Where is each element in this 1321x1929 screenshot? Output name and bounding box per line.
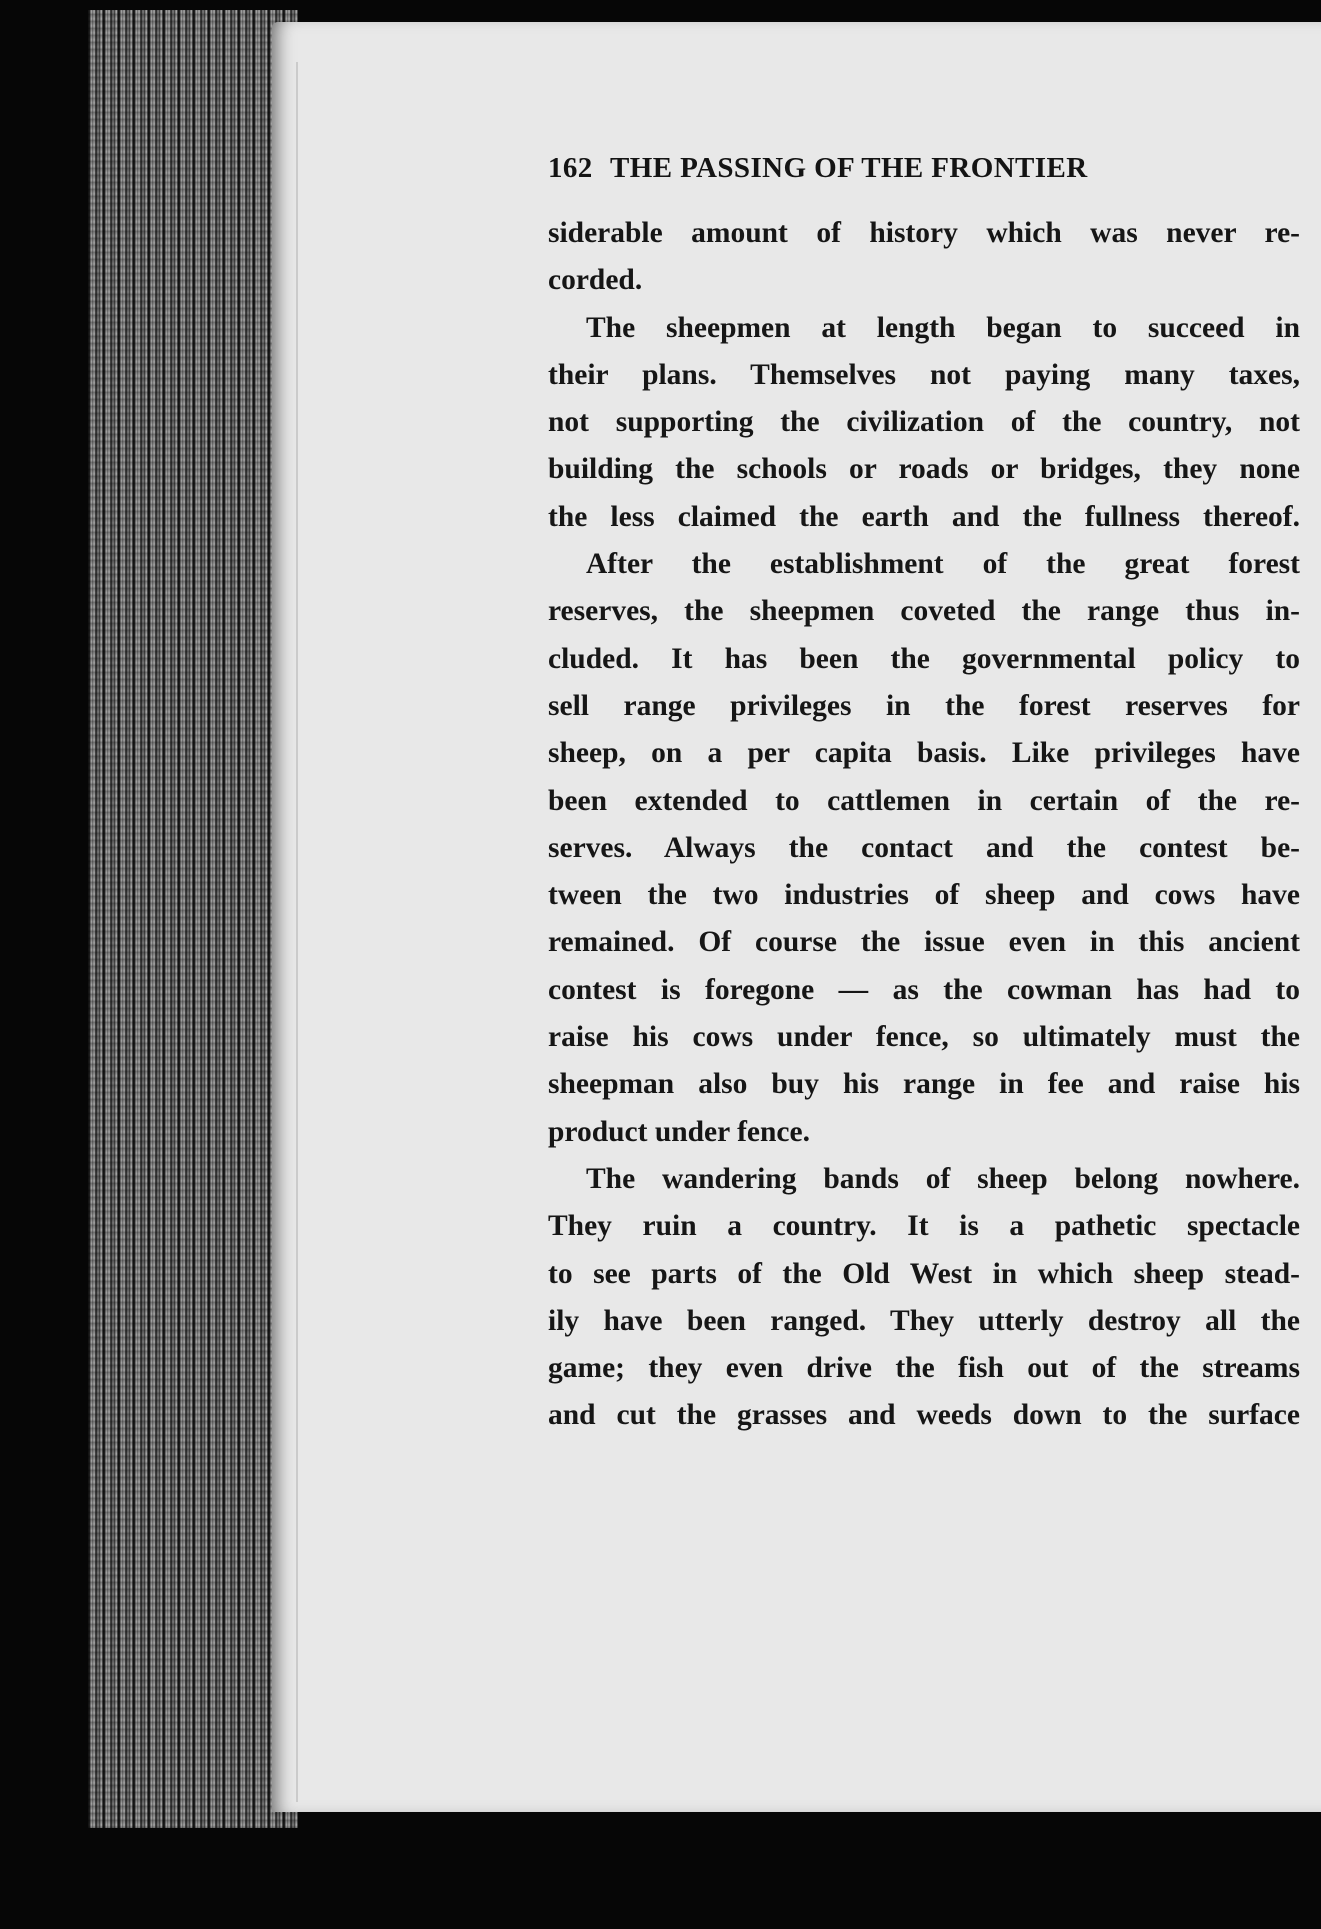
text-line: tween the two industries of sheep and cows have xyxy=(548,879,1300,912)
text-line: ily have been ranged. They utterly destroy all the xyxy=(548,1304,1300,1337)
text-line: The wandering bands of sheep belong nowhere. xyxy=(586,1162,1300,1195)
text-line: sell range privileges in the forest reserves for xyxy=(548,689,1300,722)
running-head xyxy=(548,152,1318,202)
text-line: The sheepmen at length began to succeed in xyxy=(586,311,1300,344)
text-line: the less claimed the earth and the fullness thereof. xyxy=(548,500,1300,533)
page-number: 162 xyxy=(548,152,593,184)
text-line: corded. xyxy=(548,264,643,297)
running-title: THE PASSING OF THE FRONTIER xyxy=(610,152,1088,184)
text-line: After the establishment of the great forest xyxy=(586,548,1300,581)
text-line: to see parts of the Old West in which sheep stead- xyxy=(548,1257,1300,1290)
text-line: They ruin a country. It is a pathetic spectacle xyxy=(548,1210,1300,1243)
text-line: remained. Of course the issue even in this ancient xyxy=(548,926,1300,959)
text-line: not supporting the civilization of the country, not xyxy=(548,406,1300,439)
text-line: game; they even drive the fish out of the streams xyxy=(548,1352,1300,1385)
text-line: raise his cows under fence, so ultimately must the xyxy=(548,1021,1300,1054)
text-line: serves. Always the contact and the contest be- xyxy=(548,831,1300,864)
text-line: sheep, on a per capita basis. Like privileges have xyxy=(548,737,1300,770)
text-line: cluded. It has been the governmental policy to xyxy=(548,642,1300,675)
text-line: sheepman also buy his range in fee and raise his xyxy=(548,1068,1300,1101)
text-line: their plans. Themselves not paying many taxes, xyxy=(548,358,1300,391)
text-body xyxy=(548,210,1300,1440)
text-line: product under fence. xyxy=(548,1115,810,1148)
text-line: siderable amount of history which was never re- xyxy=(548,217,1300,249)
text-line: reserves, the sheepmen coveted the range thus in- xyxy=(548,595,1300,628)
text-line: contest is foregone — as the cowman has had to xyxy=(548,973,1300,1006)
text-line: been extended to cattlemen in certain of the re- xyxy=(548,784,1300,817)
text-line: and cut the grasses and weeds down to the surface xyxy=(548,1399,1300,1432)
page-edges xyxy=(88,10,298,1828)
text-line: building the schools or roads or bridges, they none xyxy=(548,453,1300,486)
